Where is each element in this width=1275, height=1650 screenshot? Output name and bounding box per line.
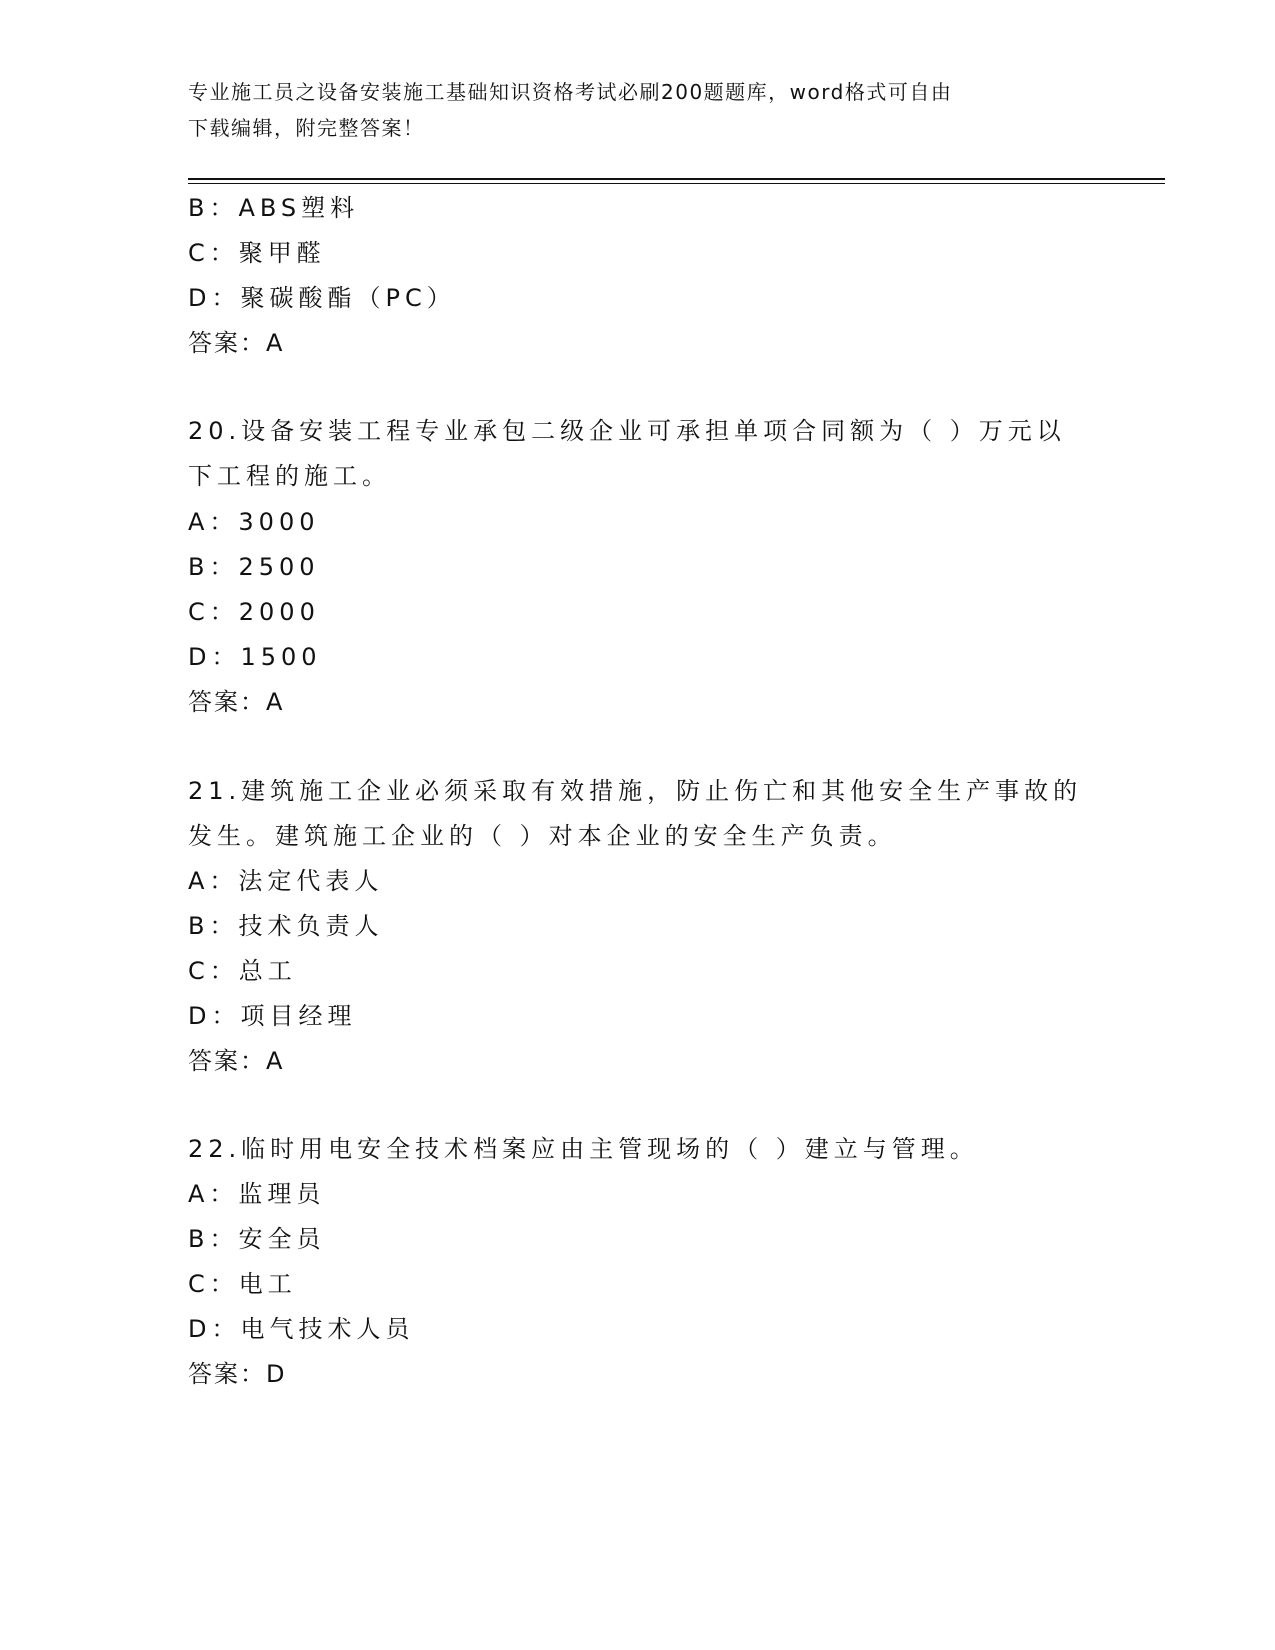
q21-answer: 答案：A — [188, 1047, 285, 1075]
q21-option-d: D：项目经理 — [188, 1002, 357, 1030]
q21-option-c: C：总工 — [188, 957, 297, 985]
q20-option-c: C：2000 — [188, 598, 320, 626]
q22-option-a: A：监理员 — [188, 1180, 326, 1208]
q21-stem-line-2: 发生。建筑施工企业的（ ）对本企业的安全生产负责。 — [188, 822, 897, 850]
q20-option-b: B：2500 — [188, 553, 320, 581]
q20-option-d: D：1500 — [188, 643, 322, 671]
q22-option-b: B：安全员 — [188, 1225, 326, 1253]
q20-stem-line-1: 20.设备安装工程专业承包二级企业可承担单项合同额为（ ）万元以 — [188, 417, 1066, 445]
q21-option-a: A：法定代表人 — [188, 867, 384, 895]
q19-answer: 答案：A — [188, 329, 285, 357]
q22-answer: 答案：D — [188, 1360, 287, 1388]
header-divider-thick — [188, 178, 1165, 180]
page-header — [188, 74, 1068, 146]
q19-option-c: C：聚甲醛 — [188, 239, 326, 267]
q22-stem-line-1: 22.临时用电安全技术档案应由主管现场的（ ）建立与管理。 — [188, 1135, 979, 1163]
q20-answer: 答案：A — [188, 688, 285, 716]
q20-option-a: A：3000 — [188, 508, 320, 536]
q19-option-b: B：ABS塑料 — [188, 194, 360, 222]
header-line-2: 下载编辑，附完整答案！ — [188, 116, 425, 140]
q21-stem-line-1: 21.建筑施工企业必须采取有效措施，防止伤亡和其他安全生产事故的 — [188, 777, 1083, 805]
header-line-1: 专业施工员之设备安装施工基础知识资格考试必刷200题题库，word格式可自由 — [188, 80, 953, 104]
q21-option-b: B：技术负责人 — [188, 912, 384, 940]
q22-option-c: C：电工 — [188, 1270, 297, 1298]
q19-option-d: D：聚碳酸酯（PC） — [188, 284, 456, 312]
q20-stem-line-2: 下工程的施工。 — [188, 462, 391, 490]
header-divider-thin — [188, 183, 1165, 184]
q22-option-d: D：电气技术人员 — [188, 1315, 415, 1343]
